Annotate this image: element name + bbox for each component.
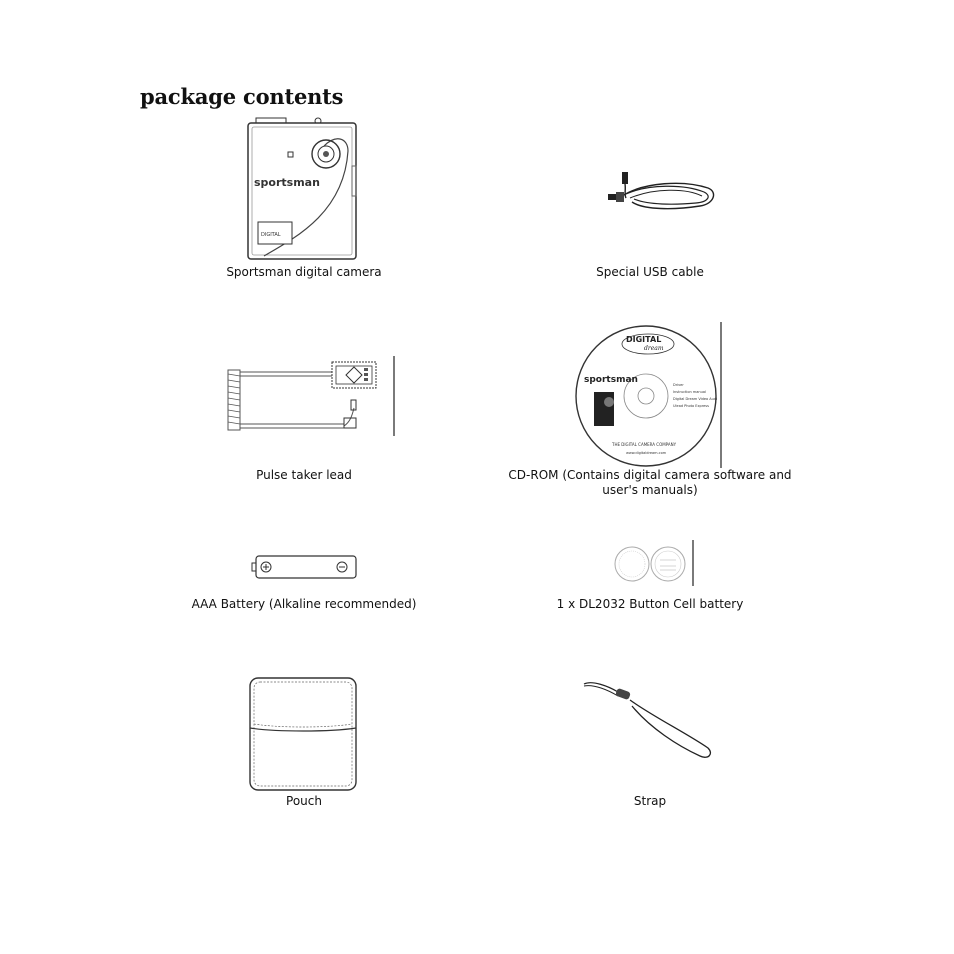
caption-button-cell: 1 x DL2032 Button Cell battery — [556, 597, 744, 611]
pulse-lead-illustration — [224, 356, 398, 436]
caption-aaa-battery: AAA Battery (Alkaline recommended) — [191, 597, 417, 611]
cd-line-2: Instruction manual — [673, 390, 706, 394]
caption-cd-rom: CD-ROM (Contains digital camera software and user's manuals) — [508, 468, 792, 497]
caption-camera: Sportsman digital camera — [226, 265, 382, 279]
camera-badge-text: DIGITAL — [261, 232, 281, 238]
caption-usb-cable: Special USB cable — [596, 265, 704, 279]
pouch-illustration — [246, 674, 360, 794]
cd-line-1: Driver — [673, 383, 684, 387]
cd-logo-sub: dream — [644, 345, 664, 352]
camera-illustration — [244, 116, 360, 262]
caption-pulse-lead: Pulse taker lead — [256, 468, 352, 482]
cd-footer: THE DIGITAL CAMERA COMPANY — [612, 442, 677, 447]
camera-brand-label: sportsman — [254, 176, 320, 189]
page-title: package contents — [140, 84, 344, 109]
cd-url: www.digitaldream.com — [626, 451, 667, 455]
aaa-battery-illustration — [250, 553, 360, 581]
button-cell-illustration — [612, 540, 698, 586]
caption-strap: Strap — [633, 794, 667, 808]
cd-line-4: Ulead Photo Express — [673, 404, 709, 408]
cd-line-3: Digital Dream Video Audi — [673, 397, 718, 401]
caption-pouch: Pouch — [286, 794, 322, 808]
strap-illustration — [578, 676, 716, 762]
cd-brand: sportsman — [584, 375, 638, 385]
cd-logo: DIGITAL — [626, 335, 662, 344]
cd-rom-illustration — [574, 322, 724, 470]
usb-cable-illustration — [604, 166, 720, 216]
